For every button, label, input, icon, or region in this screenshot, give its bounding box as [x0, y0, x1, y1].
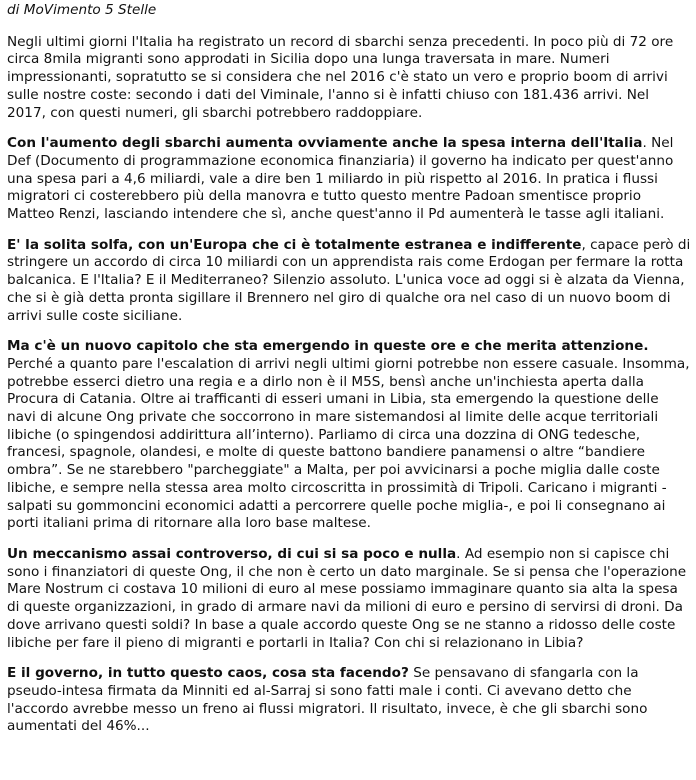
paragraph-5-text: . Ad esempio non si capisce chi sono i finanziatori di queste Ong, il che non è certo un dato marginale. Se si pensa che l'operazione Mare Nostrum ci costava 10 milioni di euro al mese possiamo immaginare quanto sia alta la spesa di queste organizzazioni, in grado di armare navi da milioni di euro e persino di servirsi di droni. Da dove arrivano questi soldi? In base a quale accordo queste Ong se ne stanno a ridosso delle coste libiche per fare il pieno di migranti e portarli in Italia? Con chi si relazionano in Libia?: [7, 545, 687, 651]
paragraph-5-lead: Un meccanismo assai controverso, di cui si sa poco e nulla: [7, 545, 457, 562]
paragraph-5: [7, 546, 691, 652]
paragraph-2: [7, 135, 691, 224]
paragraph-4-text: Perché a quanto pare l'escalation di arrivi negli ultimi giorni potrebbe non essere casuale. Insomma, potrebbe esserci dietro una regia e a dirlo non è il M5S, bensì anche un'inchiesta aperta dalla Procura di Catania. Oltre ai trafficanti di esseri umani in Libia, sta emergendo la questione delle navi di alcune Ong private che soccorrono in mare sistemandosi al limite delle acque territoriali libiche (o spingendosi addirittura all’interno). Parliamo di circa una dozzina di ONG tedesche, francesi, spagnole, olandesi, e molte di queste battono bandiere panamensi o altre “bandiere ombra”. Se ne starebbero "parcheggiate" a Malta, per poi avvicinarsi a poche miglia dalle coste libiche, e sempre nella stessa area molto circoscritta in prossimità di Tripoli. Caricano i migranti -salpati su gommoncini economici adatti a percorrere quelle poche miglia-, e poi li consegnano ai porti italiani prima di ritornare alla loro base maltese.: [7, 355, 690, 532]
paragraph-3: [7, 237, 691, 326]
paragraph-6-text: Se pensavano di sfangarla con la pseudo-intesa firmata da Minniti ed al-Sarraj si sono fatti male i conti. Ci avevano detto che l'accordo avrebbe messo un freno ai flussi migratori. Il risultato, invece, è che gli sbarchi sono aumentati del 46%...: [7, 665, 648, 735]
paragraph-3-lead: E' la solita solfa, con un'Europa che ci è totalmente estranea e indifferente: [7, 236, 582, 253]
paragraph-1-text: Negli ultimi giorni l'Italia ha registrato un record di sbarchi senza precedenti. In poco più di 72 ore circa 8mila migranti sono approdati in Sicilia dopo una lunga traversata in mare. Numeri impressionanti, sopratutto se si considera che nel 2016 c'è stato un vero e proprio boom di arrivi sulle nostre coste: secondo i dati del Viminale, l'anno si è infatti chiuso con 181.436 arrivi. Nel 2017, con questi numeri, gli sbarchi potrebbero raddoppiare.: [7, 33, 674, 121]
paragraph-6: [7, 665, 691, 736]
paragraph-2-text: . Nel Def (Documento di programmazione economica finanziaria) il governo ha indicato per quest'anno una spesa pari a 4,6 miliardi, vale a dire ben 1 miliardo in più rispetto al 2016. In pratica i flussi migratori ci costerebbero più della manovra e tutto questo mentre Padoan smentisce proprio Matteo Renzi, lasciando intendere che sì, anche quest'anno il Pd aumenterà le tasse agli italiani.: [7, 135, 674, 223]
paragraph-3-text: , capace però di stringere un accordo di circa 10 miliardi con un apprendista rais come Erdogan per fermare la rotta balcanica. E l'Italia? E il Mediterraneo? Silenzio assoluto. L'unica voce ad oggi si è alzata da Vienna, che si è già detta pronta sigillare il Brennero nel giro di qualche ora nel caso di un nuovo boom di arrivi sulle coste siciliane.: [7, 236, 691, 324]
paragraph-4-lead: Ma c'è un nuovo capitolo che sta emergendo in queste ore e che merita attenzione.: [7, 338, 649, 355]
paragraph-6-lead: E il governo, in tutto questo caos, cosa sta facendo?: [7, 665, 409, 682]
paragraph-4: [7, 338, 691, 533]
paragraph-1: [7, 34, 691, 123]
article-byline: di MoVimento 5 Stelle: [7, 2, 157, 18]
paragraph-2-lead: Con l'aumento degli sbarchi aumenta ovviamente anche la spesa interna dell'Italia: [7, 135, 643, 152]
